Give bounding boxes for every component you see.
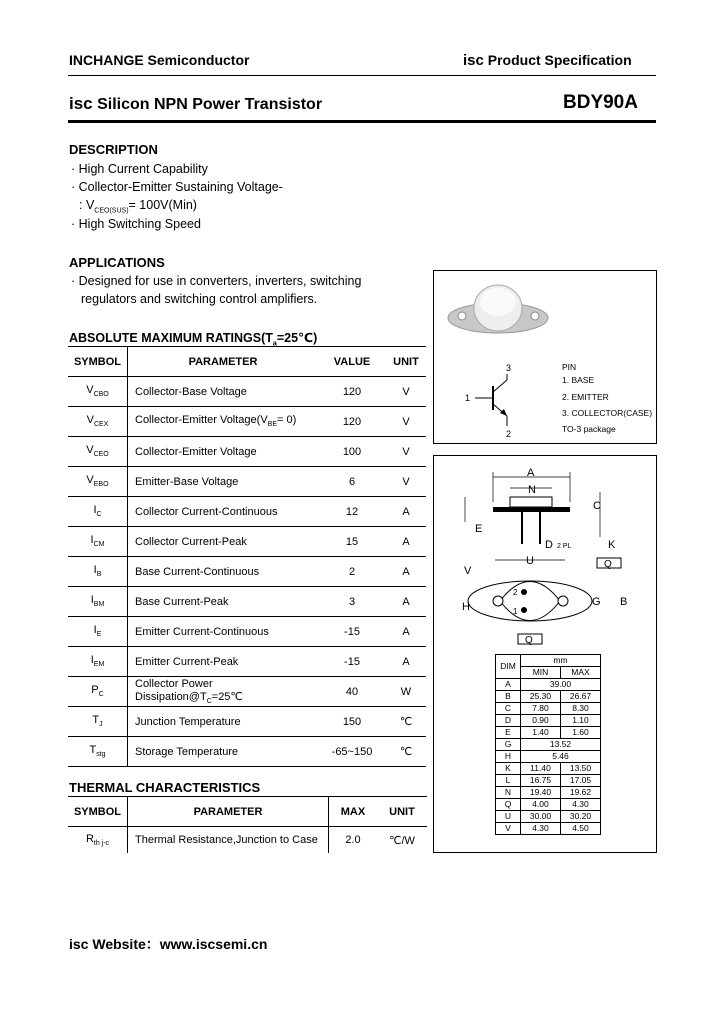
ratings-heading-suffix: =25℃) xyxy=(276,331,318,345)
symbol-sub: C xyxy=(98,691,104,699)
symbol-sub: CM xyxy=(93,541,105,549)
symbol-sub: EBO xyxy=(93,481,109,489)
min-header: MIN xyxy=(521,667,561,679)
param-text: Base Current-Continuous xyxy=(135,565,260,578)
value-cell: 120 xyxy=(318,407,386,437)
description-item: · Collector-Emitter Sustaining Voltage- xyxy=(71,180,283,194)
thermal-col-max: MAX xyxy=(329,797,378,827)
ratings-row xyxy=(68,407,426,437)
unit-header: mm xyxy=(521,655,601,667)
pin-info-line: 3. COLLECTOR(CASE) xyxy=(562,408,653,418)
col-parameter: PARAMETER xyxy=(128,347,319,377)
emitter-arrow xyxy=(500,409,507,416)
parameter-cell xyxy=(128,437,319,467)
thermal-unit: ℃/W xyxy=(389,834,415,847)
mount-hole-left xyxy=(458,312,466,320)
value-cell: 120 xyxy=(318,377,386,407)
ratings-row xyxy=(68,377,426,407)
pin-info-line: 1. BASE xyxy=(562,375,595,385)
company-name: INCHANGE Semiconductor xyxy=(69,52,250,68)
to3-package-photo xyxy=(440,278,650,348)
to3-outline-drawing xyxy=(440,462,652,652)
thermal-symbol xyxy=(68,827,128,854)
dim-value: 13.52 xyxy=(521,739,601,751)
ratings-row xyxy=(68,677,426,707)
parameter-cell xyxy=(128,557,319,587)
header-rule-bottom xyxy=(68,120,656,123)
symbol-sub: BM xyxy=(93,601,105,609)
dim-letter: H xyxy=(496,751,521,763)
vceo-spec xyxy=(79,198,197,215)
parameter-cell xyxy=(128,737,319,767)
dim-value: 39.00 xyxy=(521,679,601,691)
dim-label-n: N xyxy=(528,484,536,496)
param-text: Base Current-Peak xyxy=(135,595,229,608)
thermal-parameter: Thermal Resistance,Junction to Case xyxy=(135,834,318,846)
dimension-row xyxy=(496,727,601,739)
unit-cell: V xyxy=(386,407,426,437)
dim-min: 0.90 xyxy=(521,715,561,727)
symbol-sub: stg xyxy=(96,751,106,759)
dim-max: 26.67 xyxy=(561,691,601,703)
dimension-row xyxy=(496,703,601,715)
footer-url[interactable]: www.iscsemi.cn xyxy=(159,936,268,952)
package-cap-highlight xyxy=(480,288,516,316)
title-text: Silicon NPN Power Transistor xyxy=(97,96,323,113)
symbol-cell xyxy=(68,677,128,707)
dim-letter: L xyxy=(496,775,521,787)
symbol-cell xyxy=(68,467,128,497)
mount-hole-drawing-left xyxy=(493,596,503,606)
mount-hole-drawing-right xyxy=(558,596,568,606)
dim-max: 1.10 xyxy=(561,715,601,727)
dim-label-b: B xyxy=(620,596,628,608)
parameter-cell xyxy=(128,467,319,497)
symbol-cell xyxy=(68,437,128,467)
symbol-text: I xyxy=(90,594,94,607)
thermal-heading: THERMAL CHARACTERISTICS xyxy=(69,780,261,795)
parameter-cell xyxy=(128,377,319,407)
col-symbol: SYMBOL xyxy=(68,347,128,377)
param-end: = 0) xyxy=(277,414,297,427)
symbol-sub: J xyxy=(99,721,103,729)
symbol-sub: EM xyxy=(93,661,105,669)
unit-cell: ℃ xyxy=(386,707,426,737)
vceo-prefix: : V xyxy=(79,198,95,212)
parameter-cell xyxy=(128,707,319,737)
param-text: Collector-Emitter Voltage(V xyxy=(135,414,268,427)
symbol-text: V xyxy=(86,444,94,457)
dimension-row xyxy=(496,787,601,799)
symbol-text: V xyxy=(86,414,94,427)
col-unit: UNIT xyxy=(386,347,426,377)
ratings-row xyxy=(68,557,426,587)
ratings-row xyxy=(68,467,426,497)
vceo-value: = 100V(Min) xyxy=(128,198,197,212)
dim-label-v: V xyxy=(464,565,472,577)
param-text: Emitter Current-Continuous xyxy=(135,625,269,638)
value-cell: -15 xyxy=(318,647,386,677)
symbol-sub: CEX xyxy=(93,421,109,429)
dim-letter: Q xyxy=(496,799,521,811)
dim-header: DIM xyxy=(496,655,521,679)
dimension-table xyxy=(495,654,601,835)
dim-min: 25.30 xyxy=(521,691,561,703)
collector-lead xyxy=(493,380,507,392)
symbol-cell xyxy=(68,587,128,617)
dim-min: 11.40 xyxy=(521,763,561,775)
col-value: VALUE xyxy=(318,347,386,377)
npn-schematic xyxy=(455,360,530,442)
dim-letter: C xyxy=(496,703,521,715)
param-text: Emitter-Base Voltage xyxy=(135,475,239,488)
parameter-cell xyxy=(128,617,319,647)
pin-label-2: 2 xyxy=(506,429,512,439)
ratings-heading xyxy=(69,330,317,348)
value-cell: 15 xyxy=(318,527,386,557)
dimension-row xyxy=(496,715,601,727)
description-item: · High Current Capability xyxy=(71,162,208,176)
symbol-text: V xyxy=(86,474,94,487)
param-text: Collector-Emitter Voltage xyxy=(135,445,257,458)
mount-hole-right xyxy=(531,312,539,320)
dimension-row xyxy=(496,763,601,775)
param-text: Collector Current-Continuous xyxy=(135,505,278,518)
pin-label-3: 3 xyxy=(506,363,512,373)
dim-letter: G xyxy=(496,739,521,751)
value-cell: 12 xyxy=(318,497,386,527)
param-text: Storage Temperature xyxy=(135,745,239,758)
dimension-body xyxy=(496,679,601,835)
side-cap xyxy=(510,497,552,507)
vceo-sub: CEO(SUS) xyxy=(94,207,129,215)
dim-letter: D xyxy=(496,715,521,727)
parameter-cell xyxy=(128,647,319,677)
symbol-cell xyxy=(68,527,128,557)
applications-line: regulators and switching control amplifiers. xyxy=(81,292,318,306)
symbol-cell xyxy=(68,737,128,767)
unit-cell: V xyxy=(386,437,426,467)
unit-cell: W xyxy=(386,677,426,707)
unit-cell: A xyxy=(386,587,426,617)
symbol-cell xyxy=(68,377,128,407)
dim-label-q-bottom: Q xyxy=(525,635,533,646)
dim-value: 5.46 xyxy=(521,751,601,763)
dim-letter: U xyxy=(496,811,521,823)
dim-max: 19.62 xyxy=(561,787,601,799)
spec-brand: isc xyxy=(463,52,484,69)
description-heading: DESCRIPTION xyxy=(69,142,158,157)
symbol-cell xyxy=(68,557,128,587)
ratings-body xyxy=(68,377,426,767)
title-brand: isc xyxy=(69,94,93,113)
ratings-row xyxy=(68,737,426,767)
symbol-sub: CBO xyxy=(93,391,109,399)
thermal-col-parameter: PARAMETER xyxy=(128,797,329,827)
dim-label-g: G xyxy=(592,596,601,608)
ratings-row xyxy=(68,617,426,647)
lead-hole-1 xyxy=(521,589,527,595)
dim-label-k: K xyxy=(608,539,616,551)
pin-info-line: PIN xyxy=(562,362,577,372)
dim-min: 1.40 xyxy=(521,727,561,739)
dim-label-q: Q xyxy=(604,559,612,570)
param-text: Emitter Current-Peak xyxy=(135,655,239,668)
spec-text: Product Specification xyxy=(487,52,632,68)
header-rule-top xyxy=(68,75,656,76)
symbol-text: I xyxy=(90,534,94,547)
symbol-text: I xyxy=(93,504,97,517)
max-header: MAX xyxy=(561,667,601,679)
thermal-col-unit: UNIT xyxy=(377,797,427,827)
param-text: Collector Current-Peak xyxy=(135,535,247,548)
dim-label-h: H xyxy=(462,601,470,613)
pin-info-line: 2. EMITTER xyxy=(562,392,609,402)
symbol-text: I xyxy=(90,654,94,667)
lead-number-1: 1 xyxy=(513,607,518,616)
thermal-value: 2.0 xyxy=(329,827,378,854)
dimension-row xyxy=(496,799,601,811)
ratings-row xyxy=(68,437,426,467)
symbol-sub: B xyxy=(96,571,102,579)
dim-letter: N xyxy=(496,787,521,799)
value-cell: 100 xyxy=(318,437,386,467)
ratings-row xyxy=(68,647,426,677)
ratings-row xyxy=(68,707,426,737)
symbol-text: T xyxy=(89,744,97,757)
spec-label xyxy=(463,52,632,69)
dimension-row xyxy=(496,811,601,823)
symbol-text: T xyxy=(92,714,100,727)
symbol-cell xyxy=(68,497,128,527)
dim-min: 30.00 xyxy=(521,811,561,823)
footer xyxy=(69,934,267,954)
dim-max: 8.30 xyxy=(561,703,601,715)
thermal-col-symbol: SYMBOL xyxy=(68,797,128,827)
applications-line: · Designed for use in converters, inverters, switching xyxy=(71,274,362,288)
side-flange xyxy=(493,507,570,512)
symbol-cell xyxy=(68,707,128,737)
footer-label: isc Website： xyxy=(69,936,160,952)
dim-letter: K xyxy=(496,763,521,775)
param-sub: BE xyxy=(267,421,278,429)
param-sub: C xyxy=(206,698,212,706)
dim-max: 1.60 xyxy=(561,727,601,739)
dim-max: 4.30 xyxy=(561,799,601,811)
param-end: =25℃ xyxy=(211,690,243,703)
unit-cell: A xyxy=(386,647,426,677)
dim-letter: A xyxy=(496,679,521,691)
dimension-row xyxy=(496,823,601,835)
value-cell: 40 xyxy=(318,677,386,707)
dimension-row xyxy=(496,751,601,763)
dimension-row xyxy=(496,775,601,787)
dim-label-u: U xyxy=(526,555,534,567)
thermal-table xyxy=(68,796,427,853)
dim-max: 13.50 xyxy=(561,763,601,775)
dim-label-d: D xyxy=(545,539,553,551)
dim-label-2pl: 2 PL xyxy=(557,543,572,550)
part-number: BDY90A xyxy=(563,92,638,113)
param-text: Collector-Base Voltage xyxy=(135,385,247,398)
page-title xyxy=(69,94,322,114)
unit-cell: A xyxy=(386,617,426,647)
dim-min: 4.30 xyxy=(521,823,561,835)
dim-letter: B xyxy=(496,691,521,703)
applications-heading: APPLICATIONS xyxy=(69,255,165,270)
lead-hole-2 xyxy=(521,607,527,613)
pin-label-1: 1 xyxy=(465,393,471,403)
symbol-sub: CEO xyxy=(93,451,109,459)
unit-cell: A xyxy=(386,557,426,587)
symbol-cell xyxy=(68,617,128,647)
dimension-row xyxy=(496,679,601,691)
ratings-heading-prefix: ABSOLUTE MAXIMUM RATINGS(T xyxy=(69,331,273,345)
dim-max: 17.05 xyxy=(561,775,601,787)
description-item: · High Switching Speed xyxy=(71,217,201,231)
dim-min: 7.80 xyxy=(521,703,561,715)
parameter-cell xyxy=(128,587,319,617)
ratings-row xyxy=(68,587,426,617)
parameter-cell xyxy=(128,527,319,557)
unit-cell: A xyxy=(386,527,426,557)
dim-min: 4.00 xyxy=(521,799,561,811)
thermal-sub: th j-c xyxy=(93,840,110,848)
param-text: Junction Temperature xyxy=(135,715,241,728)
param-text: Collector Power Dissipation@T xyxy=(135,677,213,703)
value-cell: -15 xyxy=(318,617,386,647)
symbol-text: I xyxy=(93,624,97,637)
dim-max: 30.20 xyxy=(561,811,601,823)
pin-info-line: TO-3 package xyxy=(562,424,616,434)
parameter-cell xyxy=(128,497,319,527)
dim-min: 16.75 xyxy=(521,775,561,787)
dim-letter: E xyxy=(496,727,521,739)
value-cell: 150 xyxy=(318,707,386,737)
symbol-text: V xyxy=(86,384,94,397)
parameter-cell xyxy=(128,407,319,437)
ratings-row xyxy=(68,527,426,557)
dimension-row xyxy=(496,691,601,703)
ratings-heading-sub: a xyxy=(272,340,277,348)
dim-label-a: A xyxy=(527,467,535,479)
value-cell: 2 xyxy=(318,557,386,587)
symbol-sub: E xyxy=(96,631,102,639)
symbol-sub: C xyxy=(96,511,102,519)
symbol-cell xyxy=(68,647,128,677)
ratings-row xyxy=(68,497,426,527)
symbol-text: I xyxy=(93,564,97,577)
unit-cell: V xyxy=(386,377,426,407)
lead-number-2: 2 xyxy=(513,588,518,597)
value-cell: -65~150 xyxy=(318,737,386,767)
top-cap-outline xyxy=(500,582,560,621)
thermal-sym: R xyxy=(85,832,94,845)
ratings-table xyxy=(68,346,426,767)
dimension-row xyxy=(496,739,601,751)
value-cell: 6 xyxy=(318,467,386,497)
dim-label-c: C xyxy=(593,500,601,512)
dim-max: 4.50 xyxy=(561,823,601,835)
dim-label-e: E xyxy=(475,523,483,535)
unit-cell: ℃ xyxy=(386,737,426,767)
symbol-cell xyxy=(68,407,128,437)
symbol-text: P xyxy=(91,684,99,697)
dim-min: 19.40 xyxy=(521,787,561,799)
value-cell: 3 xyxy=(318,587,386,617)
unit-cell: A xyxy=(386,497,426,527)
dim-letter: V xyxy=(496,823,521,835)
parameter-cell xyxy=(128,677,319,707)
unit-cell: V xyxy=(386,467,426,497)
